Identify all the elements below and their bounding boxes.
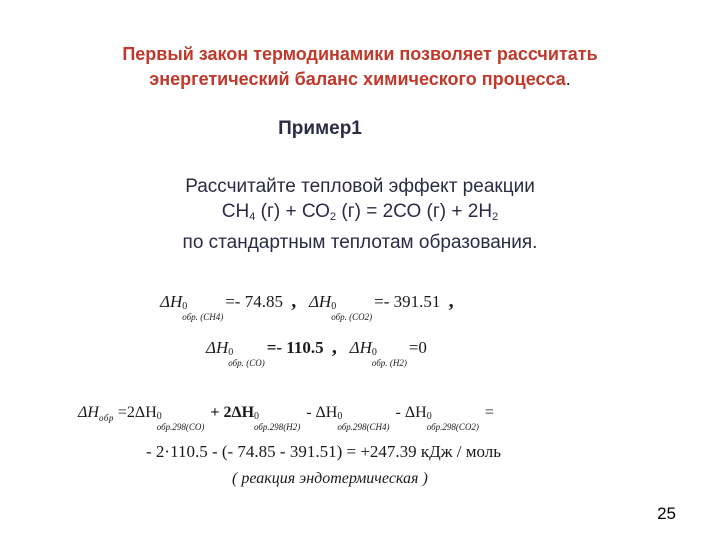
enthalpy-row-1: ΔH 0 обр. (CH4) =- 74.85 , ΔH 0 обр. (CO2) =- 391.51 ,: [160, 290, 454, 322]
title-period: .: [565, 69, 571, 89]
enthalpy-ch4: ΔH 0 обр. (CH4) =- 74.85: [160, 292, 283, 322]
enthalpy-row-2: ΔH 0 обр. (CO) =- 110.5 , ΔH 0 обр. (H2) =0: [206, 336, 427, 368]
problem-statement: [40, 174, 680, 255]
example-heading: Пример1: [278, 118, 362, 139]
page-number: 25: [657, 504, 676, 523]
title-line-1: Первый закон термодинамики позволяет рассчитать: [122, 44, 598, 64]
calculation-result: - 2·110.5 - (- 74.85 - 391.51) = +247.39 кДж / моль: [146, 442, 502, 461]
enthalpy-h2: ΔH 0 обр. (H2) =0: [349, 338, 427, 368]
enthalpy-co: ΔH 0 обр. (CO) =- 110.5: [206, 338, 324, 368]
title-line-2: энергетический баланс химического процесса: [149, 69, 566, 89]
reaction-type-note: ( реакция эндотермическая ): [232, 470, 428, 487]
problem-line-3: по стандартным теплотам образования.: [182, 232, 538, 253]
reaction-equation: СН4 (г) + СО2 (г) = 2СО (г) + 2Н2: [221, 201, 499, 223]
enthalpy-co2: ΔH 0 обр. (CO2) =- 391.51: [308, 292, 441, 322]
slide-title: [40, 42, 680, 92]
reaction-enthalpy-formula: $\Delta H_{обр} =2\Delta H$ 0 обр.298(CO) + 2ΔH 0 обр.298(H2) - ΔH 0 обр.298(CH4) - ΔH 0 обр.298(CO2) =: [78, 404, 494, 432]
problem-line-1: Рассчитайте тепловой эффект реакции: [185, 176, 535, 197]
